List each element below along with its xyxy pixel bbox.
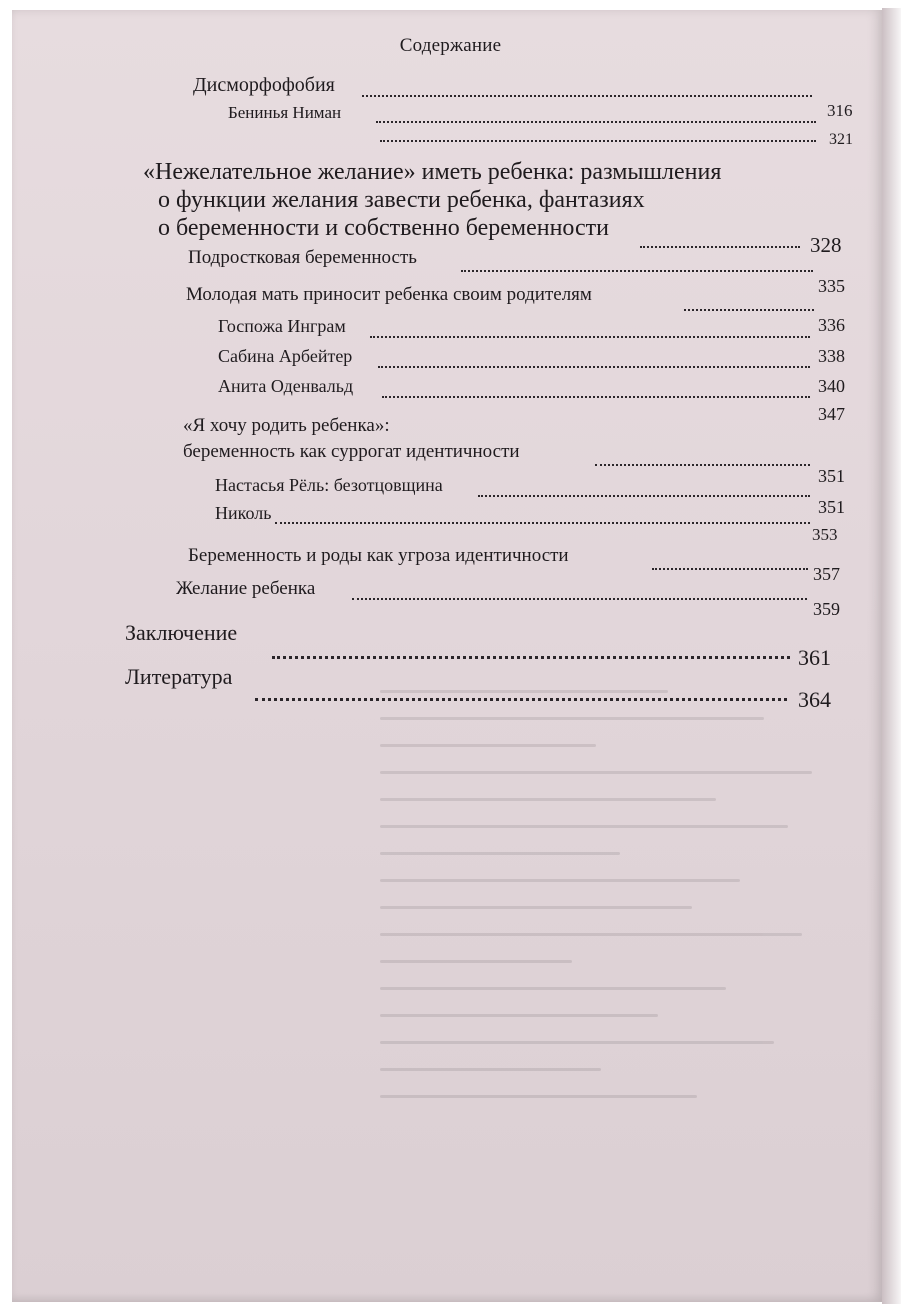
toc-page-number: 347 — [818, 404, 845, 424]
toc-leader — [275, 522, 810, 524]
toc-leader — [255, 698, 787, 701]
toc-leader — [272, 656, 790, 659]
toc-leader — [595, 464, 810, 466]
toc-entry-desire: Желание ребенка — [176, 578, 316, 599]
toc-leader — [652, 568, 808, 570]
toc-entry-unwanted-line2: о функции желания завести ребенка, фантазиях — [158, 187, 645, 213]
toc-leader — [362, 95, 812, 97]
toc-entry-iwant-line2: беременность как суррогат идентичности — [183, 441, 520, 462]
toc-leader — [461, 270, 813, 272]
toc-entry-youngmother: Молодая мать приносит ребенка своим родителям — [186, 284, 592, 305]
toc-page-number: 353 — [812, 525, 838, 544]
toc-leader — [370, 336, 810, 338]
toc-entry-iwant-line1: «Я хочу родить ребенка»: — [183, 415, 390, 436]
toc-page-number: 328 — [810, 233, 842, 257]
toc-page-number: 351 — [818, 497, 845, 517]
page-header: Содержание — [399, 35, 502, 56]
toc-page-number: 364 — [798, 687, 831, 712]
toc-page-number: 335 — [818, 276, 845, 296]
toc-entry-literature: Литература — [125, 664, 233, 689]
toc-leader — [380, 140, 816, 142]
page-edge — [882, 8, 901, 1304]
toc-entry-unwanted-line3: о беременности и собственно беременности — [158, 215, 609, 241]
toc-entry-dysmorph: Дисморфофобия — [193, 74, 335, 96]
toc-page-number: 351 — [818, 466, 845, 486]
toc-page-number: 357 — [813, 564, 840, 584]
toc-leader — [378, 366, 810, 368]
toc-entry-anita: Анита Оденвальд — [218, 376, 354, 396]
toc-leader — [478, 495, 810, 497]
toc-leader — [684, 309, 814, 311]
toc-page-number: 340 — [818, 376, 845, 396]
toc-leader — [640, 246, 800, 248]
toc-entry-teen: Подростковая беременность — [188, 247, 417, 268]
toc-page-number: 336 — [818, 315, 845, 335]
toc-entry-nastasya: Настасья Рёль: безотцовщина — [215, 475, 443, 495]
toc-entry-conclusion: Заключение — [125, 620, 238, 645]
toc-page-number: 361 — [798, 645, 831, 670]
toc-leader — [352, 598, 807, 600]
toc-entry-threat: Беременность и роды как угроза идентичности — [188, 545, 569, 566]
toc-entry-unwanted-line1: «Нежелательное желание» иметь ребенка: размышления — [143, 159, 722, 185]
toc-entry-sabina: Сабина Арбейтер — [218, 346, 353, 366]
toc-leader — [376, 121, 816, 123]
toc-leader — [382, 396, 810, 398]
bleed-through-text — [380, 690, 860, 1250]
toc-entry-beninya: Бенинья Ниман — [228, 103, 342, 122]
toc-page-number: 338 — [818, 346, 845, 366]
toc-page-number: 321 — [829, 131, 853, 148]
toc-entry-ingram: Госпожа Инграм — [218, 316, 346, 336]
toc-entry-nicole: Николь — [215, 503, 272, 523]
toc-page-number: 359 — [813, 599, 840, 619]
toc-page-number: 316 — [827, 101, 853, 120]
